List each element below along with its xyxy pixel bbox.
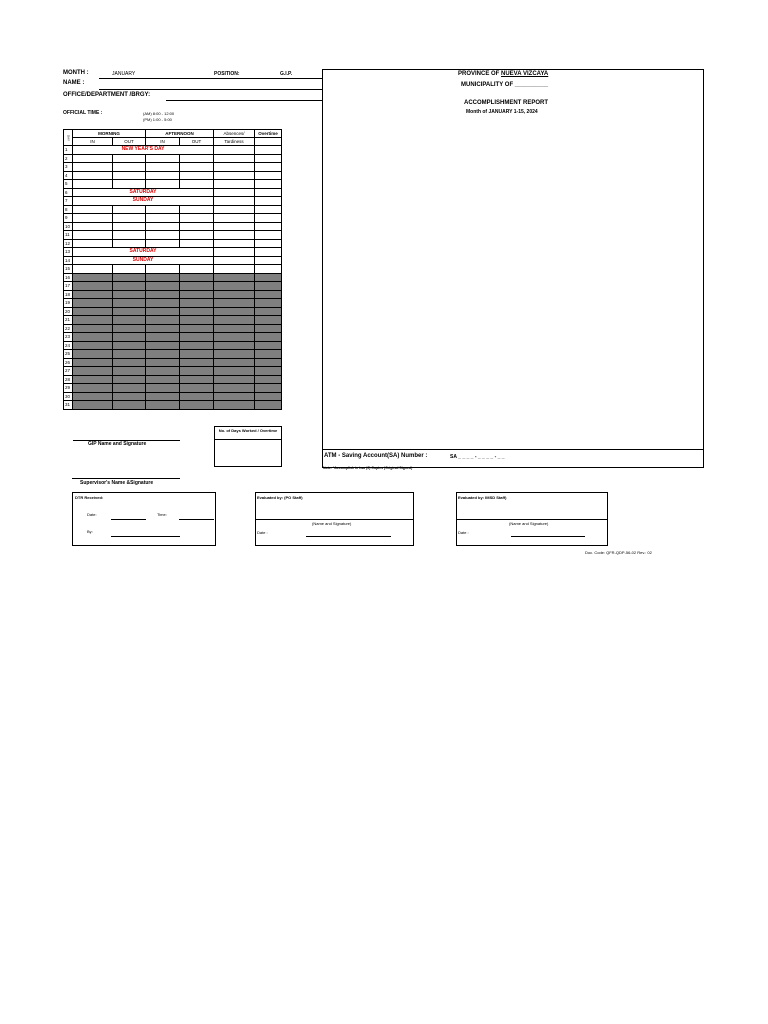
evaluated-po-box[interactable] <box>255 492 414 546</box>
time-cell[interactable] <box>146 392 180 401</box>
time-cell[interactable] <box>146 239 180 248</box>
time-cell[interactable] <box>180 384 214 393</box>
time-cell[interactable] <box>146 316 180 325</box>
time-cell[interactable] <box>73 171 113 180</box>
time-cell[interactable] <box>113 265 146 274</box>
time-cell[interactable] <box>146 401 180 410</box>
time-cell[interactable] <box>146 333 180 342</box>
evaluated-imsd-title: Evaluated by: IMSD Staff) <box>458 495 507 500</box>
time-cell[interactable] <box>255 358 282 367</box>
time-cell[interactable] <box>113 239 146 248</box>
atm-value[interactable]: SA _ _ _ _ - _ _ _ _ - _ _ <box>450 454 505 460</box>
time-cell[interactable] <box>214 239 255 248</box>
table-row <box>64 214 282 223</box>
dtr-received-by-label: By: <box>87 529 93 534</box>
report-period: Month of JANUARY 1-15, 2024 <box>466 109 538 115</box>
time-cell[interactable] <box>255 205 282 214</box>
time-cell[interactable] <box>73 384 113 393</box>
time-cell[interactable] <box>113 282 146 291</box>
time-cell[interactable] <box>146 273 180 282</box>
evaluated-po-title: Evaluated by: (PO Staff) <box>257 495 303 500</box>
time-cell[interactable] <box>180 358 214 367</box>
time-cell[interactable] <box>255 146 282 155</box>
time-cell[interactable] <box>146 367 180 376</box>
time-cell[interactable] <box>180 222 214 231</box>
time-cell[interactable] <box>73 239 113 248</box>
position-value[interactable]: G.I.P. <box>280 71 293 77</box>
morning-header: MORNING <box>73 130 146 138</box>
evaluated-imsd-box[interactable] <box>456 492 608 546</box>
time-cell[interactable] <box>146 290 180 299</box>
table-row <box>64 171 282 180</box>
time-cell[interactable] <box>255 350 282 359</box>
time-cell[interactable] <box>73 333 113 342</box>
name-label: NAME : <box>63 80 85 86</box>
time-cell[interactable] <box>73 316 113 325</box>
time-cell[interactable] <box>214 392 255 401</box>
day-note: SUNDAY <box>73 256 214 265</box>
time-cell[interactable] <box>214 367 255 376</box>
time-cell[interactable] <box>255 273 282 282</box>
time-cell[interactable] <box>146 265 180 274</box>
time-cell[interactable] <box>180 392 214 401</box>
time-cell[interactable] <box>255 214 282 223</box>
time-cell[interactable] <box>180 341 214 350</box>
day-number: 3 <box>64 163 73 172</box>
table-row <box>64 333 282 342</box>
time-cell[interactable] <box>180 273 214 282</box>
time-cell[interactable] <box>214 401 255 410</box>
time-cell[interactable] <box>113 163 146 172</box>
time-cell[interactable] <box>73 290 113 299</box>
table-row <box>64 239 282 248</box>
time-cell[interactable] <box>113 316 146 325</box>
table-row <box>64 307 282 316</box>
time-cell[interactable] <box>113 273 146 282</box>
province-name: NUEVA VIZCAYA <box>501 71 549 77</box>
time-cell[interactable] <box>214 180 255 189</box>
table-row <box>64 265 282 274</box>
table-row <box>64 316 282 325</box>
table-row <box>64 273 282 282</box>
table-row <box>64 197 282 206</box>
morning-in-header: IN <box>73 138 113 146</box>
official-time-label: OFFICIAL TIME : <box>63 110 103 116</box>
report-title: ACCOMPLISHMENT REPORT <box>464 100 548 106</box>
day-number: 1 <box>64 146 73 155</box>
time-cell[interactable] <box>73 401 113 410</box>
day-number: 5 <box>64 180 73 189</box>
table-row <box>64 180 282 189</box>
time-cell[interactable] <box>146 171 180 180</box>
time-cell[interactable] <box>146 282 180 291</box>
time-cell[interactable] <box>180 324 214 333</box>
time-cell[interactable] <box>214 231 255 240</box>
time-cell[interactable] <box>146 375 180 384</box>
time-cell[interactable] <box>255 324 282 333</box>
time-cell[interactable] <box>214 333 255 342</box>
day-note: SATURDAY <box>73 248 214 257</box>
dtr-received-title: DTR Received: <box>75 495 104 500</box>
days-worked-label: No. of Days Worked / Overtime <box>215 427 281 440</box>
time-cell[interactable] <box>73 265 113 274</box>
dtr-received-box[interactable] <box>72 492 216 546</box>
time-cell[interactable] <box>255 256 282 265</box>
month-value[interactable]: JANUARY <box>112 71 136 77</box>
time-cell[interactable] <box>255 180 282 189</box>
time-cell[interactable] <box>214 222 255 231</box>
day-number: 14 <box>64 256 73 265</box>
time-cell[interactable] <box>73 282 113 291</box>
time-cell[interactable] <box>180 265 214 274</box>
time-cell[interactable] <box>214 197 255 206</box>
time-cell[interactable] <box>180 290 214 299</box>
table-row <box>64 290 282 299</box>
table-row <box>64 324 282 333</box>
time-cell[interactable] <box>214 171 255 180</box>
day-number: 28 <box>64 375 73 384</box>
time-cell[interactable] <box>113 367 146 376</box>
day-number: 20 <box>64 307 73 316</box>
atm-note: Note: *Accomplish in two (2) Copies (Original Signed) <box>323 466 413 470</box>
day-number: 27 <box>64 367 73 376</box>
time-cell[interactable] <box>113 375 146 384</box>
table-row <box>64 392 282 401</box>
day-number: 17 <box>64 282 73 291</box>
afternoon-out-header: OUT <box>180 138 214 146</box>
time-cell[interactable] <box>73 392 113 401</box>
time-cell[interactable] <box>214 299 255 308</box>
time-cell[interactable] <box>146 154 180 163</box>
day-number: 25 <box>64 350 73 359</box>
province-label: PROVINCE OF <box>458 71 500 77</box>
time-cell[interactable] <box>73 307 113 316</box>
time-cell[interactable] <box>73 324 113 333</box>
time-cell[interactable] <box>113 231 146 240</box>
time-cell[interactable] <box>255 154 282 163</box>
time-cell[interactable] <box>214 341 255 350</box>
table-row <box>64 188 282 197</box>
day-number: 8 <box>64 205 73 214</box>
time-cell[interactable] <box>113 214 146 223</box>
time-cell[interactable] <box>255 290 282 299</box>
month-label: MONTH : <box>63 70 89 76</box>
day-number: 18 <box>64 290 73 299</box>
table-row <box>64 163 282 172</box>
supervisor-label: Supervisor's Name &Signature <box>80 480 154 486</box>
time-cell[interactable] <box>146 180 180 189</box>
time-cell[interactable] <box>255 401 282 410</box>
time-cell[interactable] <box>214 214 255 223</box>
time-cell[interactable] <box>113 299 146 308</box>
time-cell[interactable] <box>255 248 282 257</box>
time-cell[interactable] <box>146 299 180 308</box>
time-cell[interactable] <box>180 214 214 223</box>
time-cell[interactable] <box>73 231 113 240</box>
time-cell[interactable] <box>113 205 146 214</box>
day-header: DAY <box>64 130 73 146</box>
time-cell[interactable] <box>214 324 255 333</box>
time-cell[interactable] <box>73 163 113 172</box>
day-note: SATURDAY <box>73 188 214 197</box>
time-cell[interactable] <box>255 171 282 180</box>
time-cell[interactable] <box>113 358 146 367</box>
time-cell[interactable] <box>255 384 282 393</box>
time-cell[interactable] <box>255 299 282 308</box>
day-number: 2 <box>64 154 73 163</box>
day-number: 13 <box>64 248 73 257</box>
time-cell[interactable] <box>214 350 255 359</box>
time-cell[interactable] <box>113 307 146 316</box>
time-cell[interactable] <box>255 392 282 401</box>
table-row <box>64 401 282 410</box>
time-cell[interactable] <box>214 316 255 325</box>
time-cell[interactable] <box>73 367 113 376</box>
time-cell[interactable] <box>255 367 282 376</box>
time-cell[interactable] <box>146 205 180 214</box>
time-cell[interactable] <box>214 248 255 257</box>
time-cell[interactable] <box>214 358 255 367</box>
time-cell[interactable] <box>180 367 214 376</box>
days-worked-box[interactable] <box>214 426 282 467</box>
day-number: 10 <box>64 222 73 231</box>
dtr-received-date-label: Date: <box>87 512 97 517</box>
am-time: (AM) 8:00 - 12:00 <box>143 111 175 116</box>
pm-time: (PM) 1:00 - 5:00 <box>143 117 172 122</box>
day-number: 30 <box>64 392 73 401</box>
day-number: 11 <box>64 231 73 240</box>
time-cell[interactable] <box>113 392 146 401</box>
day-number: 31 <box>64 401 73 410</box>
municipality: MUNICIPALITY OF __________ <box>461 82 549 88</box>
time-cell[interactable] <box>113 401 146 410</box>
time-cell[interactable] <box>146 222 180 231</box>
accomplishment-report-box[interactable] <box>322 69 704 468</box>
time-cell[interactable] <box>113 222 146 231</box>
time-cell[interactable] <box>113 350 146 359</box>
atm-label: ATM - Saving Account(SA) Number : <box>324 453 428 459</box>
time-cell[interactable] <box>255 239 282 248</box>
time-cell[interactable] <box>214 146 255 155</box>
time-cell[interactable] <box>73 180 113 189</box>
doc-code: Doc. Code: QFR-QDP-56-02 Rev.: 02 <box>585 550 652 555</box>
time-cell[interactable] <box>180 307 214 316</box>
time-cell[interactable] <box>73 350 113 359</box>
time-cell[interactable] <box>73 358 113 367</box>
time-cell[interactable] <box>255 197 282 206</box>
time-cell[interactable] <box>180 401 214 410</box>
table-row <box>64 384 282 393</box>
evaluated-imsd-date-label: Date : <box>458 530 469 535</box>
table-row <box>64 367 282 376</box>
time-cell[interactable] <box>180 171 214 180</box>
time-cell[interactable] <box>146 384 180 393</box>
time-cell[interactable] <box>214 384 255 393</box>
time-cell[interactable] <box>146 231 180 240</box>
time-cell[interactable] <box>180 180 214 189</box>
time-cell[interactable] <box>73 341 113 350</box>
day-number: 24 <box>64 341 73 350</box>
day-number: 9 <box>64 214 73 223</box>
time-cell[interactable] <box>214 188 255 197</box>
time-cell[interactable] <box>214 307 255 316</box>
time-cell[interactable] <box>180 375 214 384</box>
time-cell[interactable] <box>73 273 113 282</box>
day-number: 16 <box>64 273 73 282</box>
time-cell[interactable] <box>73 205 113 214</box>
afternoon-in-header: IN <box>146 138 180 146</box>
time-cell[interactable] <box>180 299 214 308</box>
time-cell[interactable] <box>113 290 146 299</box>
province-line <box>458 71 548 77</box>
absences-header: Absences/ <box>214 130 255 138</box>
table-row <box>64 375 282 384</box>
table-row <box>64 299 282 308</box>
time-cell[interactable] <box>255 333 282 342</box>
time-cell[interactable] <box>113 384 146 393</box>
time-cell[interactable] <box>255 316 282 325</box>
office-label: OFFICE/DEPARTMENT /BRGY: <box>63 92 151 98</box>
time-cell[interactable] <box>180 333 214 342</box>
day-number: 29 <box>64 384 73 393</box>
time-cell[interactable] <box>255 265 282 274</box>
table-row <box>64 222 282 231</box>
table-row <box>64 205 282 214</box>
day-number: 12 <box>64 239 73 248</box>
time-cell[interactable] <box>113 324 146 333</box>
time-cell[interactable] <box>255 231 282 240</box>
time-cell[interactable] <box>73 222 113 231</box>
time-cell[interactable] <box>180 163 214 172</box>
time-cell[interactable] <box>255 222 282 231</box>
time-cell[interactable] <box>214 273 255 282</box>
table-row <box>64 282 282 291</box>
time-cell[interactable] <box>214 282 255 291</box>
time-cell[interactable] <box>146 324 180 333</box>
time-cell[interactable] <box>146 358 180 367</box>
time-cell[interactable] <box>180 231 214 240</box>
dtr-received-time-label: Time: <box>157 512 167 517</box>
time-cell[interactable] <box>113 333 146 342</box>
day-number: 26 <box>64 358 73 367</box>
time-cell[interactable] <box>113 171 146 180</box>
time-cell[interactable] <box>214 290 255 299</box>
time-cell[interactable] <box>73 299 113 308</box>
morning-out-header: OUT <box>113 138 146 146</box>
table-row <box>64 146 282 155</box>
time-cell[interactable] <box>146 350 180 359</box>
time-cell[interactable] <box>73 154 113 163</box>
day-note: NEW YEAR'S DAY <box>73 146 214 155</box>
time-cell[interactable] <box>214 375 255 384</box>
afternoon-header: AFTERNOON <box>146 130 214 138</box>
time-cell[interactable] <box>180 205 214 214</box>
gip-signature-label: GIP Name and Signature <box>88 441 147 447</box>
day-number: 7 <box>64 197 73 206</box>
day-number: 19 <box>64 299 73 308</box>
time-cell[interactable] <box>113 341 146 350</box>
time-cell[interactable] <box>146 214 180 223</box>
time-cell[interactable] <box>180 154 214 163</box>
dtr-table <box>63 129 282 410</box>
time-cell[interactable] <box>255 282 282 291</box>
table-row <box>64 231 282 240</box>
position-label: POSITION: <box>214 71 240 77</box>
day-number: 21 <box>64 316 73 325</box>
time-cell[interactable] <box>255 188 282 197</box>
time-cell[interactable] <box>255 163 282 172</box>
time-cell[interactable] <box>73 214 113 223</box>
evaluated-po-name-sig: (Name and Signature) <box>312 521 352 526</box>
time-cell[interactable] <box>180 282 214 291</box>
time-cell[interactable] <box>214 163 255 172</box>
time-cell[interactable] <box>214 154 255 163</box>
day-number: 4 <box>64 171 73 180</box>
day-number: 22 <box>64 324 73 333</box>
time-cell[interactable] <box>255 341 282 350</box>
time-cell[interactable] <box>255 375 282 384</box>
day-note: SUNDAY <box>73 197 214 206</box>
time-cell[interactable] <box>146 341 180 350</box>
time-cell[interactable] <box>73 375 113 384</box>
table-row <box>64 341 282 350</box>
tardiness-header: Tardiness <box>214 138 255 146</box>
time-cell[interactable] <box>255 307 282 316</box>
evaluated-imsd-name-sig: (Name and Signature) <box>509 521 549 526</box>
time-cell[interactable] <box>146 307 180 316</box>
overtime-header: Overtime <box>255 130 282 138</box>
table-row <box>64 248 282 257</box>
time-cell[interactable] <box>214 205 255 214</box>
table-row <box>64 154 282 163</box>
time-cell[interactable] <box>214 256 255 265</box>
time-cell[interactable] <box>146 163 180 172</box>
day-number: 15 <box>64 265 73 274</box>
time-cell[interactable] <box>180 316 214 325</box>
table-row <box>64 358 282 367</box>
evaluated-po-date-label: Date : <box>257 530 268 535</box>
table-row <box>64 256 282 265</box>
time-cell[interactable] <box>180 350 214 359</box>
day-number: 6 <box>64 188 73 197</box>
table-row <box>64 350 282 359</box>
time-cell[interactable] <box>214 265 255 274</box>
time-cell[interactable] <box>180 239 214 248</box>
time-cell[interactable] <box>113 180 146 189</box>
day-number: 23 <box>64 333 73 342</box>
time-cell[interactable] <box>113 154 146 163</box>
